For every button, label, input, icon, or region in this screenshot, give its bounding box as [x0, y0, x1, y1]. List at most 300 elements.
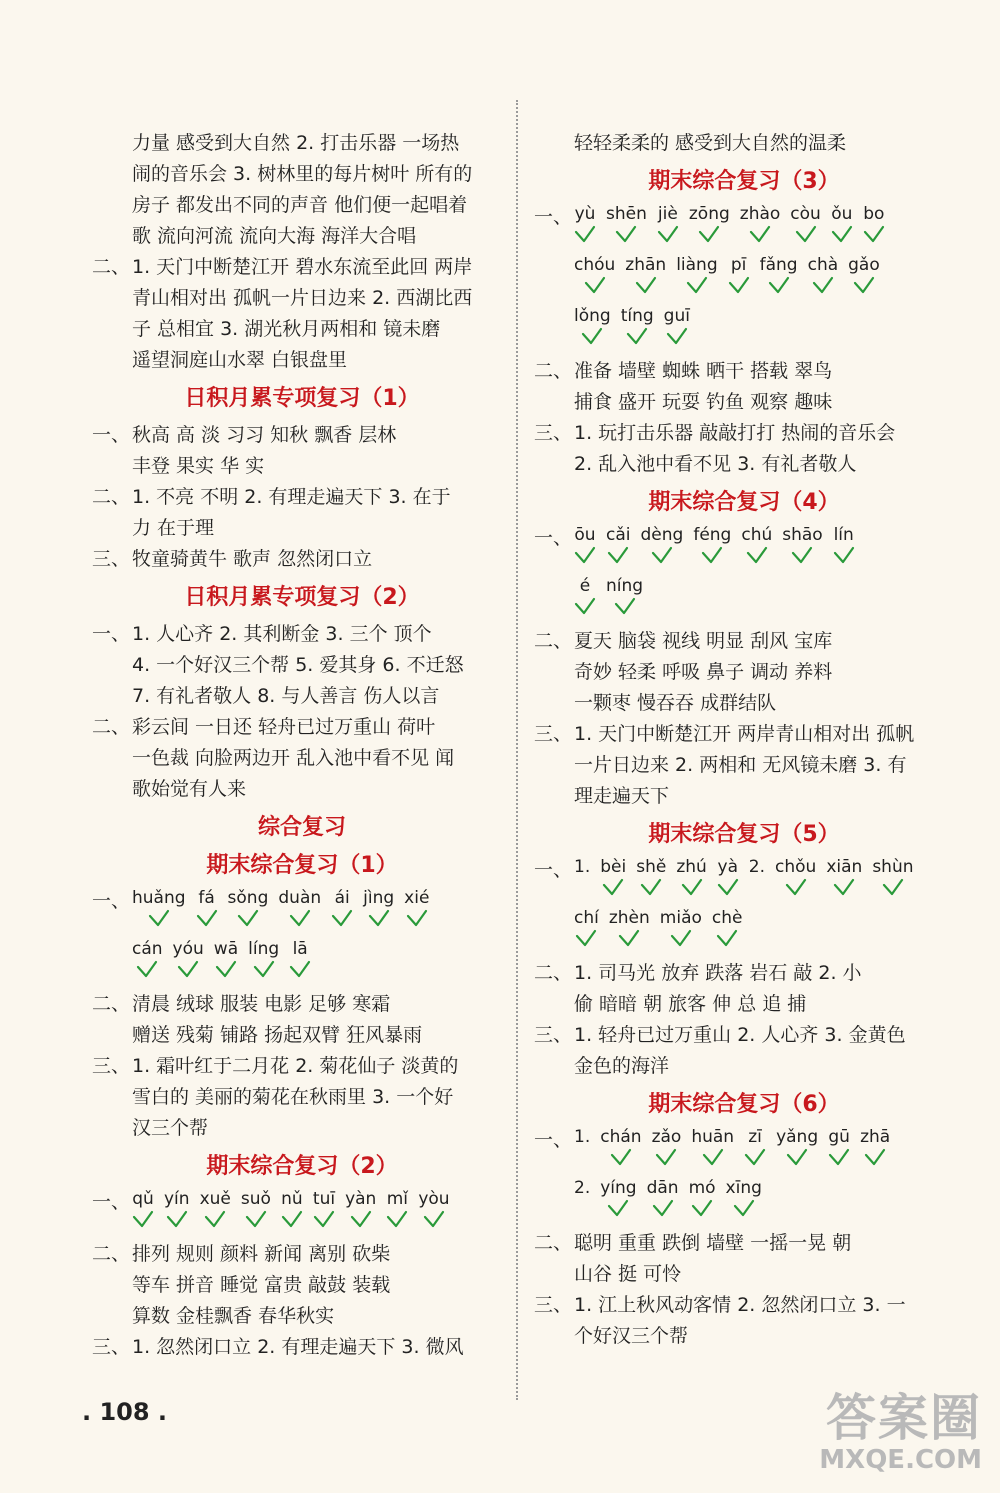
- check-mark-icon: [164, 1210, 190, 1230]
- check-mark-icon: [132, 1210, 154, 1230]
- pinyin-answer: [689, 203, 730, 245]
- check-mark-icon: [863, 225, 885, 245]
- check-mark-icon: [717, 878, 739, 898]
- pinyin-answer: [872, 856, 913, 898]
- answer-text: 捕食 盛开 玩耍 钓鱼 观察 趣味: [574, 391, 833, 413]
- pinyin-text: zhā: [860, 1127, 891, 1147]
- pinyin-text: shě: [636, 857, 667, 877]
- pinyin-text: lǒng: [574, 306, 611, 326]
- question-number: 三、: [534, 1294, 573, 1316]
- check-mark-icon: [625, 276, 666, 296]
- pinyin-text: zhào: [739, 204, 781, 224]
- check-mark-icon: [241, 1210, 271, 1230]
- answer-line: [92, 544, 512, 575]
- pinyin-answer: [200, 1188, 231, 1230]
- pinyin-answer: [621, 305, 654, 347]
- check-mark-icon: [641, 546, 684, 566]
- question-number: 一、: [534, 206, 573, 228]
- answer-text: 山谷 挺 可怜: [574, 1263, 682, 1285]
- answer-text: 算数 金桂飘香 春华秋实: [132, 1305, 335, 1327]
- page-number: . 108 .: [82, 1398, 168, 1426]
- check-mark-icon: [782, 546, 822, 566]
- question-number: 三、: [92, 1055, 131, 1077]
- pinyin-answer: [289, 938, 311, 980]
- item-number: [574, 856, 590, 878]
- pinyin-text: xuě: [199, 1189, 231, 1209]
- section-heading: 期末综合复习（5）: [648, 822, 840, 847]
- answer-line: [534, 719, 954, 750]
- pinyin-answer: [600, 856, 626, 898]
- pinyin-text: líng: [248, 939, 280, 959]
- answer-line: [92, 252, 512, 283]
- check-mark-icon: [860, 1148, 890, 1168]
- check-mark-icon: [636, 878, 666, 898]
- answer-line: [92, 1113, 512, 1144]
- check-mark-icon: [331, 909, 353, 929]
- answer-text: 轻轻柔柔的 感受到大自然的温柔: [574, 132, 847, 154]
- pinyin-answer: [776, 1126, 818, 1168]
- column-divider: [516, 100, 518, 1400]
- pinyin-text: yóu: [172, 939, 204, 959]
- item-number: [574, 1177, 590, 1199]
- answer-line: [92, 1239, 512, 1270]
- answer-line: [92, 482, 512, 513]
- pinyin-answer: [278, 887, 321, 929]
- answer-text: 2. 乱入池中看不见 3. 有礼者敬人: [574, 453, 857, 475]
- item-number: [749, 856, 765, 878]
- pinyin-answer: [363, 887, 394, 929]
- pinyin-text: chóu: [574, 255, 616, 275]
- pinyin-text: huǎng: [132, 888, 186, 908]
- check-mark-icon: [173, 960, 204, 980]
- pinyin-text: xīng: [725, 1178, 762, 1198]
- check-mark-icon: [281, 1210, 303, 1230]
- answer-text: 1. 忽然闭口立 2. 有理走遍天下 3. 微风: [132, 1336, 464, 1358]
- answer-text: 1. 霜叶红于二月花 2. 菊花仙子 淡黄的: [132, 1055, 459, 1077]
- pinyin-text: chú: [741, 525, 773, 545]
- check-mark-icon: [228, 909, 269, 929]
- pinyin-text: zhú: [676, 857, 707, 877]
- question-number: 一、: [534, 527, 573, 549]
- pinyin-answer: [386, 1188, 408, 1230]
- check-mark-icon: [828, 1148, 850, 1168]
- question-number: 三、: [534, 723, 573, 745]
- check-mark-icon: [660, 929, 702, 949]
- pinyin-row: [534, 254, 954, 305]
- answer-text: 力 在于理: [132, 517, 215, 539]
- pinyin-answer: [657, 203, 679, 245]
- check-mark-icon: [609, 929, 650, 949]
- answer-line: [92, 743, 512, 774]
- pinyin-answer: [782, 524, 822, 566]
- check-mark-icon: [600, 1148, 641, 1168]
- check-mark-icon: [728, 276, 750, 296]
- check-mark-icon: [872, 878, 913, 898]
- pinyin-text: cǎi: [606, 525, 631, 545]
- check-mark-icon: [606, 225, 647, 245]
- check-mark-icon: [574, 276, 615, 296]
- section-heading: 日积月累专项复习（2）: [184, 585, 420, 610]
- check-mark-icon: [775, 878, 816, 898]
- pinyin-answer: [691, 1126, 734, 1168]
- pinyin-row: [92, 1188, 512, 1239]
- pinyin-answer: [741, 524, 772, 566]
- pinyin-text: gū: [828, 1127, 850, 1147]
- pinyin-text: yíng: [600, 1178, 637, 1198]
- pinyin-answer: [676, 856, 706, 898]
- answer-text: 夏天 脑袋 视线 明显 刮风 宝库: [574, 630, 833, 652]
- pinyin-text: chán: [600, 1127, 642, 1147]
- pinyin-answer: [196, 887, 218, 929]
- answer-line: [534, 1321, 954, 1352]
- answer-line: [92, 1051, 512, 1082]
- pinyin-answer: [790, 203, 821, 245]
- question-number: 二、: [534, 630, 573, 652]
- section-heading: 期末综合复习（3）: [648, 169, 840, 194]
- pinyin-text: bèi: [600, 857, 627, 877]
- pinyin-text: chè: [711, 908, 743, 928]
- answer-line: [534, 781, 954, 812]
- pinyin-answer: [693, 524, 731, 566]
- answer-text: 遥望洞庭山水翠 白银盘里: [132, 349, 348, 371]
- pinyin-text: chǒu: [775, 857, 817, 877]
- answer-line: [92, 1270, 512, 1301]
- pinyin-answer: [574, 254, 615, 296]
- check-mark-icon: [600, 878, 626, 898]
- pinyin-answer: [760, 254, 798, 296]
- answer-line: [92, 650, 512, 681]
- question-number: 三、: [534, 1024, 573, 1046]
- pinyin-text: suǒ: [240, 1189, 271, 1209]
- answer-text: 7. 有礼者敬人 8. 与人善言 伤人以言: [132, 685, 440, 707]
- pinyin-answer: [418, 1188, 449, 1230]
- pinyin-answer: [132, 887, 186, 929]
- section-heading: 综合复习: [257, 815, 346, 840]
- check-mark-icon: [200, 1210, 231, 1230]
- pinyin-answer: [641, 524, 684, 566]
- answer-text: 1. 人心齐 2. 其利断金 3. 三个 顶个: [132, 623, 432, 645]
- pinyin-answer: [717, 856, 739, 898]
- pinyin-text: yàn: [345, 1189, 377, 1209]
- pinyin-text: níng: [606, 576, 644, 596]
- check-mark-icon: [744, 1148, 766, 1168]
- pinyin-text: yǎng: [776, 1127, 819, 1147]
- question-number: 一、: [534, 859, 573, 881]
- answer-line: [534, 1259, 954, 1290]
- answer-line: [92, 128, 512, 159]
- answer-text: 金色的海洋: [574, 1055, 670, 1077]
- pinyin-answer: [574, 203, 596, 245]
- pinyin-answer: [726, 1177, 762, 1219]
- pinyin-text: guī: [663, 306, 690, 326]
- check-mark-icon: [606, 597, 643, 617]
- pinyin-row: [534, 856, 954, 907]
- pinyin-answer: [281, 1188, 303, 1230]
- pinyin-text: é: [579, 576, 591, 596]
- check-mark-icon: [386, 1210, 408, 1230]
- check-mark-icon: [214, 960, 238, 980]
- answer-text: 1. 天门中断楚江开 两岸青山相对出 孤帆: [574, 723, 915, 745]
- pinyin-text: cán: [132, 939, 163, 959]
- question-number: 三、: [92, 1336, 131, 1358]
- answer-line: [92, 774, 512, 805]
- check-mark-icon: [712, 929, 743, 949]
- answer-line: [534, 626, 954, 657]
- check-mark-icon: [726, 1199, 762, 1219]
- pinyin-text: yà: [717, 857, 739, 877]
- section-heading: 期末综合复习（4）: [648, 490, 840, 515]
- pinyin-answer: [241, 1188, 271, 1230]
- check-mark-icon: [693, 546, 731, 566]
- answer-line: [92, 681, 512, 712]
- pinyin-text: shēn: [606, 204, 647, 224]
- answer-text: 一色裁 向脸两边开 乱入池中看不见 闻: [132, 747, 455, 769]
- answer-line: [92, 1082, 512, 1113]
- question-number: 一、: [92, 424, 131, 446]
- pinyin-row: [534, 1126, 954, 1177]
- answer-text: 等车 拼音 睡觉 富贵 敲鼓 装载: [132, 1274, 391, 1296]
- pinyin-text: dèng: [640, 525, 684, 545]
- check-mark-icon: [790, 225, 821, 245]
- answer-line: [92, 420, 512, 451]
- pinyin-answer: [848, 254, 880, 296]
- question-number: 二、: [92, 1243, 131, 1265]
- pinyin-text: yù: [574, 204, 596, 224]
- pinyin-answer: [404, 887, 429, 929]
- check-mark-icon: [600, 1199, 636, 1219]
- pinyin-text: shùn: [872, 857, 914, 877]
- answer-text: 1. 天门中断楚江开 碧水东流至此回 两岸: [132, 256, 473, 278]
- check-mark-icon: [676, 878, 706, 898]
- item-number-text: 2.: [748, 857, 766, 877]
- question-number: 一、: [92, 623, 131, 645]
- answer-line: [92, 159, 512, 190]
- pinyin-answer: [345, 1188, 376, 1230]
- pinyin-answer: [728, 254, 750, 296]
- pinyin-text: jìng: [363, 888, 395, 908]
- pinyin-answer: [132, 1188, 154, 1230]
- pinyin-text: shāo: [782, 525, 823, 545]
- pinyin-text: fǎng: [759, 255, 798, 275]
- pinyin-answer: [132, 938, 163, 980]
- check-mark-icon: [740, 225, 781, 245]
- answer-text: 1. 不亮 不明 2. 有理走遍天下 3. 在于: [132, 486, 451, 508]
- pinyin-answer: [676, 254, 717, 296]
- question-number: 二、: [534, 962, 573, 984]
- pinyin-text: ǒu: [831, 204, 853, 224]
- answer-line: [92, 513, 512, 544]
- item-number: [574, 1126, 590, 1148]
- question-number: 二、: [92, 716, 131, 738]
- pinyin-text: liàng: [676, 255, 718, 275]
- check-mark-icon: [848, 276, 880, 296]
- answer-text: 一颗枣 慢吞吞 成群结队: [574, 692, 777, 714]
- pinyin-answer: [863, 203, 885, 245]
- check-mark-icon: [132, 909, 186, 929]
- pinyin-text: huān: [691, 1127, 735, 1147]
- pinyin-answer: [214, 938, 238, 980]
- answer-text: 排列 规则 颜料 新闻 离别 砍柴: [132, 1243, 391, 1265]
- answer-line: [92, 1020, 512, 1051]
- pinyin-text: chà: [807, 255, 839, 275]
- pinyin-answer: [574, 907, 599, 949]
- pinyin-answer: [833, 524, 855, 566]
- question-number: 一、: [92, 1191, 131, 1213]
- pinyin-text: gǎo: [848, 255, 880, 275]
- pinyin-text: ōu: [574, 525, 596, 545]
- answer-line: [534, 1051, 954, 1082]
- pinyin-text: féng: [693, 525, 732, 545]
- check-mark-icon: [808, 276, 839, 296]
- check-mark-icon: [363, 909, 394, 929]
- pinyin-text: fá: [198, 888, 215, 908]
- pinyin-text: chí: [574, 908, 599, 928]
- right-column: [534, 128, 954, 1352]
- check-mark-icon: [404, 909, 429, 929]
- check-mark-icon: [689, 1199, 716, 1219]
- pinyin-text: nǔ: [281, 1189, 303, 1209]
- answer-line: [534, 418, 954, 449]
- answer-text: 雪白的 美丽的菊花在秋雨里 3. 一个好: [132, 1086, 454, 1108]
- answer-text: 牧童骑黄牛 歌声 忽然闭口立: [132, 548, 373, 570]
- answer-line: [92, 989, 512, 1020]
- pinyin-text: mó: [688, 1178, 716, 1198]
- check-mark-icon: [313, 1210, 335, 1230]
- pinyin-row: [534, 524, 954, 575]
- answer-line: [92, 190, 512, 221]
- answer-text: 歌 流向河流 流向大海 海洋大合唱: [132, 225, 417, 247]
- check-mark-icon: [606, 546, 631, 566]
- pinyin-answer: [712, 907, 743, 949]
- answer-line: [534, 1290, 954, 1321]
- pinyin-text: bo: [863, 204, 885, 224]
- pinyin-text: tíng: [620, 306, 654, 326]
- check-mark-icon: [664, 327, 690, 347]
- answer-line: [92, 283, 512, 314]
- answer-line: [92, 1332, 512, 1363]
- pinyin-answer: [574, 305, 611, 347]
- answer-line: [534, 657, 954, 688]
- question-number: 二、: [92, 993, 131, 1015]
- pinyin-text: duàn: [278, 888, 322, 908]
- question-number: 三、: [92, 548, 131, 570]
- answer-line: [534, 1020, 954, 1051]
- check-mark-icon: [248, 960, 279, 980]
- check-mark-icon: [691, 1148, 734, 1168]
- pinyin-text: pī: [730, 255, 747, 275]
- pinyin-row: [92, 887, 512, 938]
- pinyin-answer: [647, 1177, 679, 1219]
- answer-line: [534, 750, 954, 781]
- answer-text: 一片日边来 2. 两相和 无风镜未磨 3. 有: [574, 754, 907, 776]
- pinyin-answer: [600, 1126, 641, 1168]
- answer-line: [92, 221, 512, 252]
- pinyin-text: lā: [292, 939, 308, 959]
- answer-line: [534, 356, 954, 387]
- answer-line: [92, 1301, 512, 1332]
- pinyin-answer: [808, 254, 839, 296]
- pinyin-answer: [636, 856, 666, 898]
- answer-text: 聪明 重重 跌倒 墙壁 一摇一晃 朝: [574, 1232, 852, 1254]
- answer-text: 力量 感受到大自然 2. 打击乐器 一场热: [132, 132, 460, 154]
- question-number: 二、: [92, 486, 131, 508]
- check-mark-icon: [289, 960, 311, 980]
- left-column: [92, 128, 512, 1363]
- check-mark-icon: [574, 929, 599, 949]
- answer-line: [92, 314, 512, 345]
- watermark-site: MXQE.COM: [819, 1445, 982, 1475]
- pinyin-text: lín: [833, 525, 854, 545]
- pinyin-answer: [652, 1126, 682, 1168]
- pinyin-answer: [609, 907, 650, 949]
- pinyin-row: [534, 907, 954, 958]
- answer-line: [92, 712, 512, 743]
- answer-text: 汉三个帮: [132, 1117, 209, 1139]
- check-mark-icon: [418, 1210, 449, 1230]
- pinyin-answer: [664, 305, 690, 347]
- answer-text: 秋高 高 淡 习习 知秋 飘香 层林: [132, 424, 397, 446]
- pinyin-text: zǎo: [651, 1127, 682, 1147]
- question-number: 一、: [92, 890, 131, 912]
- answer-text: 青山相对出 孤帆一片日边来 2. 西湖比西: [132, 287, 473, 309]
- question-number: 三、: [534, 422, 573, 444]
- check-mark-icon: [826, 878, 862, 898]
- section-heading: 日积月累专项复习（1）: [184, 386, 420, 411]
- pinyin-answer: [606, 575, 643, 617]
- pinyin-answer: [606, 203, 647, 245]
- answer-line: [534, 688, 954, 719]
- question-number: 一、: [534, 1129, 573, 1151]
- pinyin-answer: [574, 524, 596, 566]
- answer-text: 闹的音乐会 3. 树林里的每片树叶 所有的: [132, 163, 473, 185]
- check-mark-icon: [776, 1148, 818, 1168]
- check-mark-icon: [621, 327, 654, 347]
- pinyin-text: jiè: [657, 204, 678, 224]
- pinyin-row: [534, 305, 954, 356]
- answer-text: 1. 江上秋风动客情 2. 忽然闭口立 3. 一: [574, 1294, 906, 1316]
- answer-text: 个好汉三个帮: [574, 1325, 689, 1347]
- item-number-text: 2.: [574, 1178, 591, 1198]
- pinyin-answer: [606, 524, 631, 566]
- answer-text: 子 总相宜 3. 湖光秋月两相和 镜未磨: [132, 318, 441, 340]
- pinyin-answer: [860, 1126, 890, 1168]
- check-mark-icon: [345, 1210, 376, 1230]
- check-mark-icon: [647, 1199, 679, 1219]
- pinyin-answer: [660, 907, 702, 949]
- question-number: 二、: [534, 1232, 573, 1254]
- pinyin-row: [92, 938, 512, 989]
- section-heading: 期末综合复习（6）: [648, 1092, 840, 1117]
- section-heading: 期末综合复习（1）: [206, 853, 398, 878]
- pinyin-text: wā: [213, 939, 239, 959]
- pinyin-answer: [775, 856, 816, 898]
- check-mark-icon: [574, 597, 596, 617]
- section-heading: 期末综合复习（2）: [206, 1154, 398, 1179]
- answer-text: 准备 墙壁 蜘蛛 晒干 搭载 翠鸟: [574, 360, 833, 382]
- check-mark-icon: [831, 225, 853, 245]
- answer-line: [534, 449, 954, 480]
- pinyin-text: zhèn: [608, 908, 650, 928]
- check-mark-icon: [676, 276, 717, 296]
- answer-text: 赠送 残菊 铺路 扬起双臂 狂风暴雨: [132, 1024, 423, 1046]
- answer-line: [92, 345, 512, 376]
- pinyin-answer: [826, 856, 862, 898]
- pinyin-answer: [831, 203, 853, 245]
- pinyin-row: [534, 575, 954, 626]
- check-mark-icon: [652, 1148, 682, 1168]
- check-mark-icon: [833, 546, 855, 566]
- question-number: 二、: [92, 256, 131, 278]
